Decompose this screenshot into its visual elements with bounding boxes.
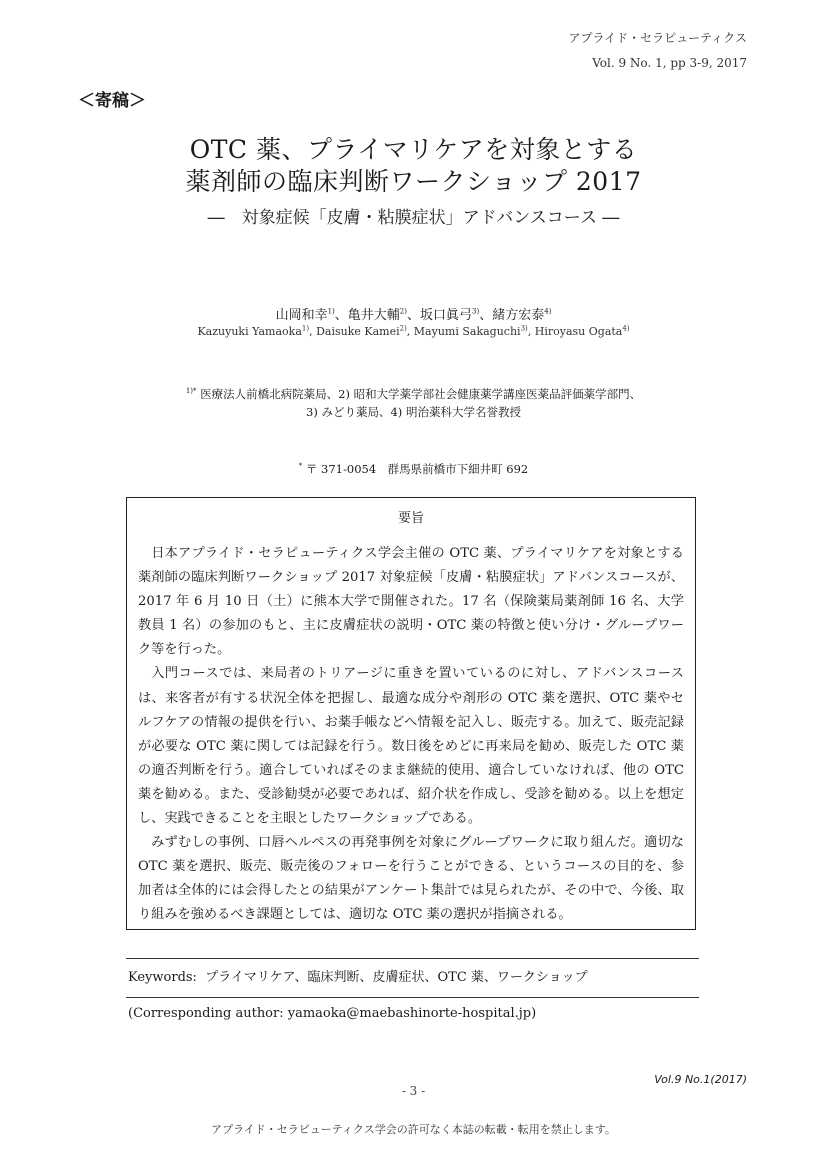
abstract-body bbox=[138, 542, 684, 928]
abstract-paragraph: 入門コースでは、来局者のトリアージに重きを置いているのに対し、アドバンスコースは、来客者が有する状況全体を把握し、最適な成分や剤形の OTC 薬を選択、OTC 薬やセルフケアの情報の提供を行い、お薬手帳などへ情報を記入し、販売する。加えて、販売記録が必要な OTC 薬に関しては記録を行う。数日後をめどに再来局を勧め、販売した OTC 薬の適否判断を行う。適合していればそのまま継続的使用、適合していなければ、他の OTC 薬を勧める。また、受診勧奨が必要であれば、紹介状を作成し、受診を勧める。以上を想定し、実践できることを主眼としたワークショップである。 bbox=[138, 666, 684, 827]
copyright-notice: アプライド・セラピューティクス学会の許可なく本誌の転載・転用を禁止します。 bbox=[211, 1123, 616, 1136]
journal-header bbox=[568, 26, 747, 76]
abstract-box bbox=[126, 497, 696, 930]
journal-name: アプライド・セラピューティクス bbox=[568, 31, 747, 45]
affiliations-line-2: 3) みどり薬局、4) 明治薬科大学名誉教授 bbox=[306, 405, 521, 419]
abstract-paragraph: みずむしの事例、口唇ヘルペスの再発事例を対象にグループワークに取り組んだ。適切な OTC 薬を選択、販売、販売後のフォローを行うことができる、というコースの目的を、参加者は全体的には会得したとの結果がアンケート集計では見られたが、その中で、今後、取り組みを強めるべき課題としては、適切な OTC 薬の選択が指摘される。 bbox=[138, 835, 684, 923]
author-name: 山岡和幸 bbox=[275, 308, 328, 323]
address-text: 〒 371-0054 群馬県前橋市下細井町 692 bbox=[305, 462, 529, 476]
title-line-2: 薬剤師の臨床判断ワークショップ 2017 bbox=[185, 167, 642, 196]
subtitle: ― 対象症候「皮膚・粘膜症状」アドバンスコース ― bbox=[207, 208, 620, 228]
keywords-text: プライマリケア、臨床判断、皮膚症状、OTC 薬、ワークショップ bbox=[205, 970, 588, 985]
author-affiliation-mark: 4) bbox=[622, 324, 630, 333]
corresponding-author: (Corresponding author: yamaoka@maebashinorte-hospital.jp) bbox=[128, 1006, 537, 1021]
abstract-paragraph: 日本アプライド・セラピューティクス学会主催の OTC 薬、プライマリケアを対象とする薬剤師の臨床判断ワークショップ 2017 対象症候「皮膚・粘膜症状」アドバンスコースが、2017 年 6 月 10 日（土）に熊本大学で開催された。17 名（保険薬局薬剤師 16 名、大学教員 1 名）の参加のもと、主に皮膚症状の説明・OTC 薬の特徴と使い分け・グループワーク等を行った。 bbox=[138, 546, 684, 658]
author-affiliation-mark: 3) bbox=[472, 307, 480, 316]
authors-english: Kazuyuki Yamaoka$^{1)}$, Daisuke Kamei$^{2)}$, Mayumi Sakaguchi$^{3)}$, Hiroyasu Ogata$^{4)}$ bbox=[197, 324, 630, 338]
author-affiliation-mark: 3) bbox=[520, 324, 528, 333]
journal-citation: Vol. 9 No. 1, pp 3-9, 2017 bbox=[592, 56, 747, 70]
author-affiliation-mark: 1) bbox=[301, 324, 310, 333]
affiliations-line-1 bbox=[0, 386, 827, 402]
page-number: - 3 - bbox=[401, 1084, 426, 1098]
keywords-label: Keywords: bbox=[128, 970, 197, 985]
abstract-heading: 要旨 bbox=[397, 511, 424, 526]
author-name: 亀井大輔 bbox=[347, 308, 400, 323]
address-mark: * bbox=[298, 462, 303, 471]
author-affiliation-mark: 2) bbox=[399, 307, 407, 316]
volume-footer: Vol.9 No.1(2017) bbox=[654, 1073, 747, 1086]
author-name-en: Daisuke Kamei bbox=[316, 325, 400, 338]
divider bbox=[126, 997, 699, 998]
affiliation-text: 医療法人前橋北病院薬局、2) 昭和大学薬学部社会健康薬学講座医薬品評価薬学部門、 bbox=[200, 387, 642, 401]
author-affiliation-mark: 4) bbox=[544, 307, 552, 316]
divider bbox=[126, 958, 699, 959]
author-name: 緒方宏泰 bbox=[492, 308, 545, 323]
author-name-en: Mayumi Sakaguchi bbox=[413, 325, 521, 338]
article-category: ＜寄稿＞ bbox=[78, 91, 146, 111]
title-line-1: OTC 薬、プライマリケアを対象とする bbox=[189, 135, 638, 164]
affiliation-mark: 1)* bbox=[185, 387, 197, 396]
keywords bbox=[128, 966, 588, 985]
author-name-en: Hiroyasu Ogata bbox=[534, 325, 623, 338]
authors-japanese: 山岡和幸$^{1)}$、亀井大輔$^{2)}$、坂口眞弓$^{3)}$、緒方宏泰$^{4)}$ bbox=[275, 307, 552, 323]
author-affiliation-mark: 2) bbox=[399, 324, 407, 333]
author-name-en: Kazuyuki Yamaoka bbox=[197, 325, 302, 338]
author-affiliation-mark: 1) bbox=[327, 307, 335, 316]
author-name: 坂口眞弓 bbox=[420, 308, 473, 323]
corresponding-address bbox=[0, 461, 827, 477]
